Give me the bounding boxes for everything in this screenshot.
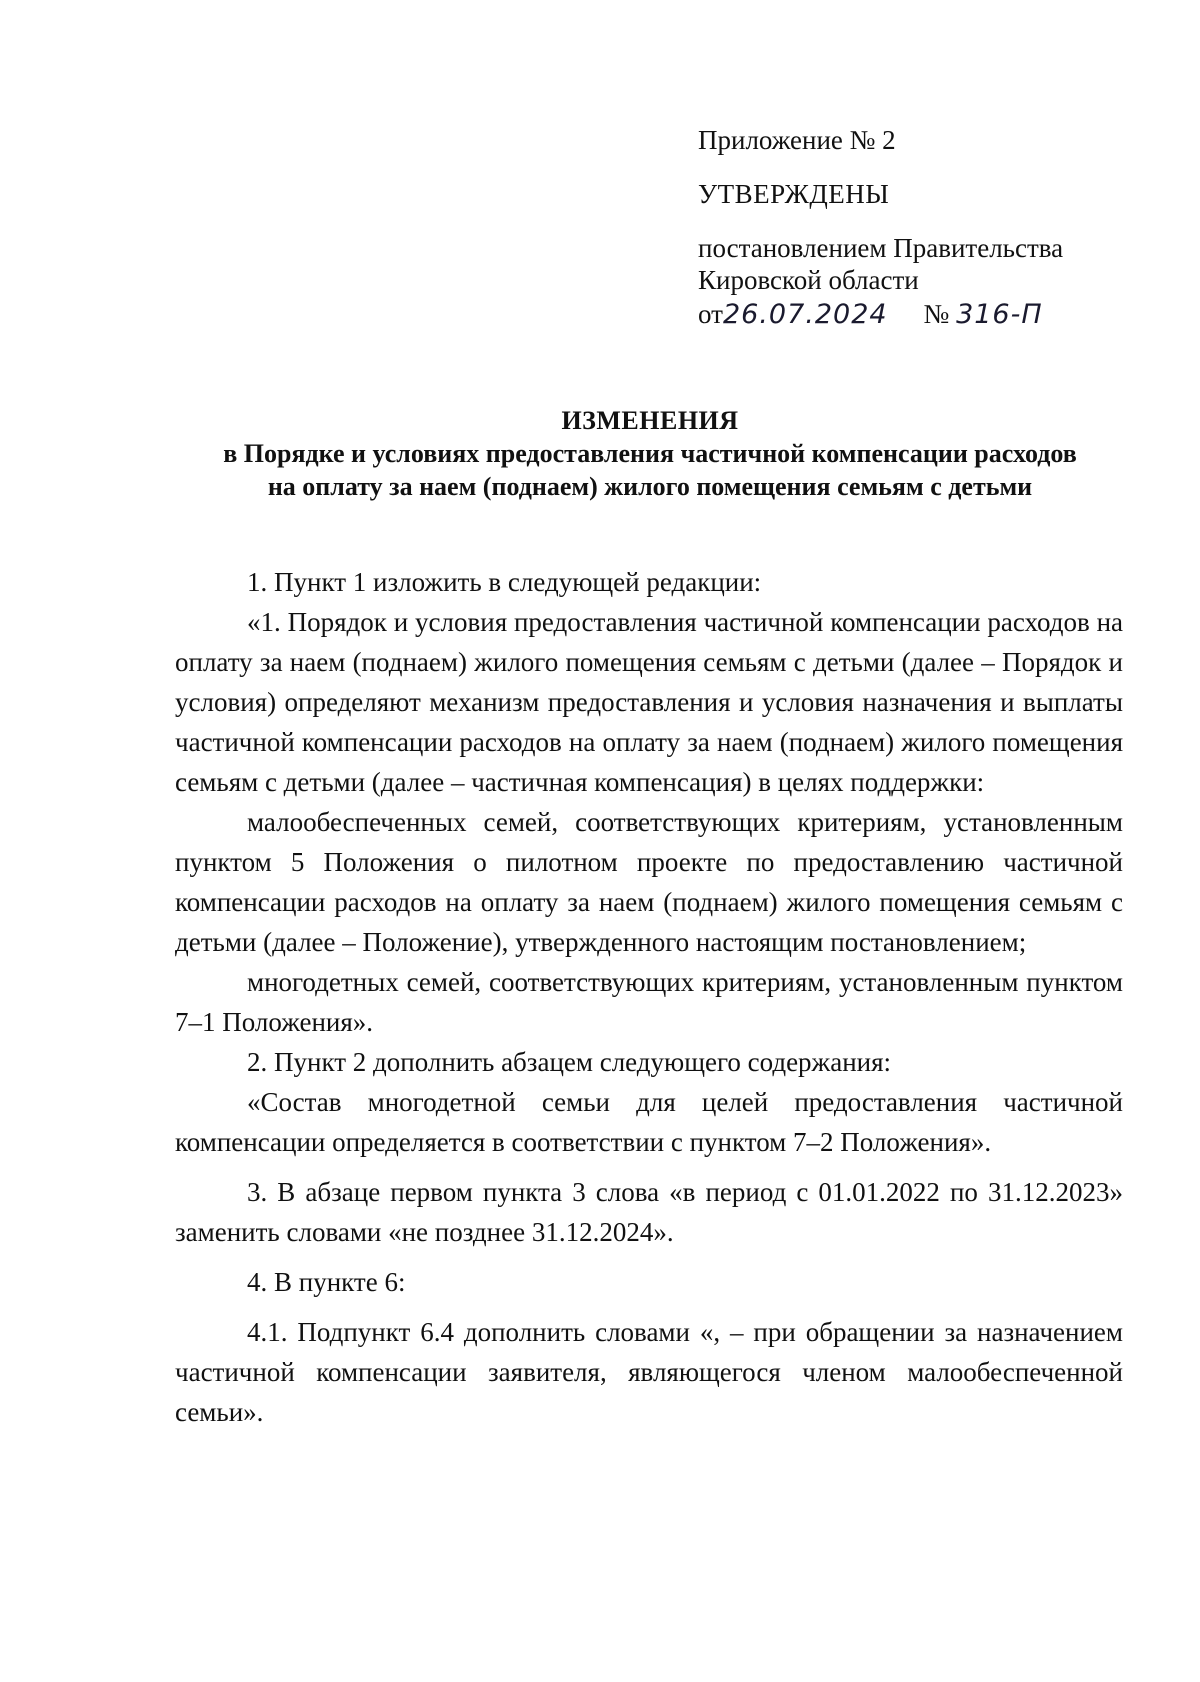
approved-label: УТВЕРЖДЕНЫ [698, 179, 890, 209]
paragraph-4: многодетных семей, соответствующих критериям, установленным пунктом 7–1 Положения». [175, 967, 1123, 1037]
resolution-line-1: постановлением Правительства [698, 233, 1064, 263]
paragraph-2: «1. Порядок и условия предоставления частичной компенсации расходов на оплату за наем (поднаем) жилого помещения семьям с детьми (далее – Порядок и условия) определяют механизм предоставления и условия назначения и выплаты частичной компенсации расходов на оплату за наем (поднаем) жилого помещения семьям с детьми (далее – частичная компенсация) в целях поддержки: [175, 607, 1123, 797]
document-heading [160, 404, 1140, 503]
date-prefix: от [698, 299, 723, 329]
heading-title: ИЗМЕНЕНИЯ [561, 406, 739, 435]
paragraph-3: малообеспеченных семей, соответствующих критериям, установленным пунктом 5 Положения о пилотном проекте по предоставлению частичной компенсации расходов на оплату за наем (поднаем) жилого помещения семьям с детьми (далее – Положение), утвержденного настоящим постановлением; [175, 807, 1123, 957]
approval-block [698, 124, 1118, 331]
heading-subtitle-line-2: на оплату за наем (поднаем) жилого помещения семьям с детьми [267, 472, 1033, 501]
resolution-date-line [698, 298, 1118, 331]
paragraph-7: 3. В абзаце первом пункта 3 слова «в период с 01.01.2022 по 31.12.2023» заменить словами «не позднее 31.12.2024». [175, 1177, 1123, 1247]
handwritten-number: 316-П [956, 299, 1043, 330]
paragraph-9: 4.1. Подпункт 6.4 дополнить словами «, – при обращении за назначением частичной компенсации заявителя, являющегося членом малообеспеченной семьи». [175, 1317, 1123, 1427]
paragraph-6: «Состав многодетной семьи для целей предоставления частичной компенсации определяется в соответствии с пунктом 7–2 Положения». [175, 1087, 1123, 1157]
paragraph-1: 1. Пункт 1 изложить в следующей редакции: [247, 567, 762, 597]
handwritten-date: 26.07.2024 [722, 299, 888, 330]
resolution-line-2: Кировской области [698, 265, 919, 295]
heading-subtitle-line-1: в Порядке и условиях предоставления частичной компенсации расходов [223, 439, 1077, 468]
document-body [175, 562, 1123, 1432]
paragraph-5: 2. Пункт 2 дополнить абзацем следующего содержания: [247, 1047, 892, 1077]
paragraph-8: 4. В пункте 6: [247, 1267, 406, 1297]
appendix-label: Приложение № 2 [698, 125, 896, 155]
number-prefix: № [923, 299, 950, 329]
